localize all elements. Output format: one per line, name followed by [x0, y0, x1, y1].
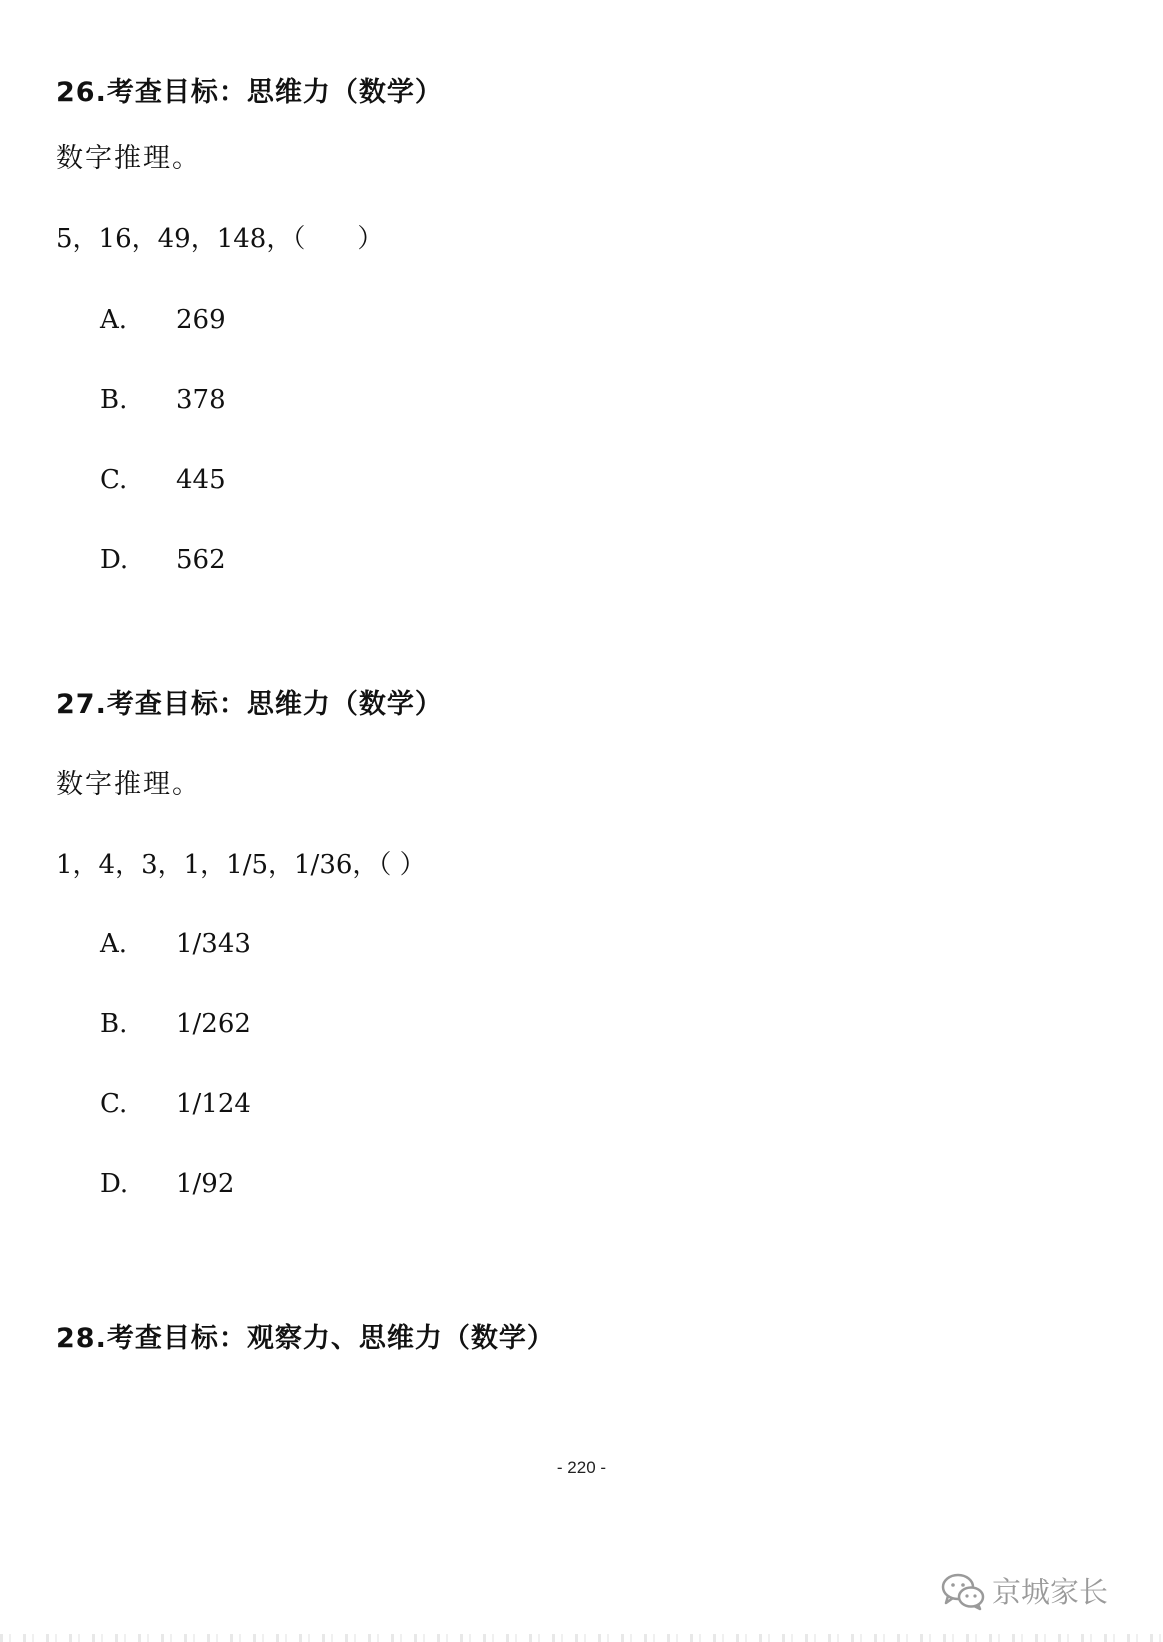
option-value: 1/124: [176, 1089, 251, 1119]
option-value: 1/92: [176, 1169, 235, 1199]
scan-edge-artifact: [0, 1634, 1163, 1642]
question-26-heading: 26.考查目标：思维力（数学）: [56, 77, 443, 108]
question-27-option-a: [100, 927, 251, 961]
option-value: 378: [176, 385, 226, 415]
question-27-option-c: [100, 1087, 251, 1121]
option-letter: D.: [100, 545, 129, 575]
option-letter: C.: [100, 465, 128, 495]
option-letter: B.: [100, 1009, 128, 1039]
question-28-heading: 28.考查目标：观察力、思维力（数学）: [56, 1323, 555, 1354]
watermark: [940, 1570, 1108, 1611]
option-value: 1/343: [176, 929, 251, 959]
option-letter: B.: [100, 385, 128, 415]
option-letter: A.: [100, 305, 128, 335]
option-value: 1/262: [176, 1009, 251, 1039]
question-26-option-c: [100, 463, 226, 497]
question-26-option-b: [100, 383, 226, 417]
option-value: 562: [176, 545, 226, 575]
question-26-instruction: 数字推理。: [56, 143, 201, 174]
question-27-sequence: 1，4，3，1，1/5，1/36，（ ）: [56, 850, 426, 880]
option-value: 445: [176, 465, 226, 495]
option-letter: D.: [100, 1169, 129, 1199]
question-27-instruction: 数字推理。: [56, 769, 201, 800]
option-letter: A.: [100, 929, 128, 959]
page-number: - 220 -: [556, 1458, 607, 1477]
wechat-icon: [940, 1571, 986, 1611]
watermark-text: 京城家长: [992, 1575, 1109, 1609]
question-26-option-d: [100, 543, 226, 577]
question-27-option-d: [100, 1167, 234, 1201]
question-26-sequence: 5，16，49，148，（ ）: [56, 224, 384, 254]
question-27-heading: 27.考查目标：思维力（数学）: [56, 689, 443, 720]
option-letter: C.: [100, 1089, 128, 1119]
question-26-option-a: [100, 303, 226, 337]
question-27-option-b: [100, 1007, 251, 1041]
option-value: 269: [176, 305, 226, 335]
